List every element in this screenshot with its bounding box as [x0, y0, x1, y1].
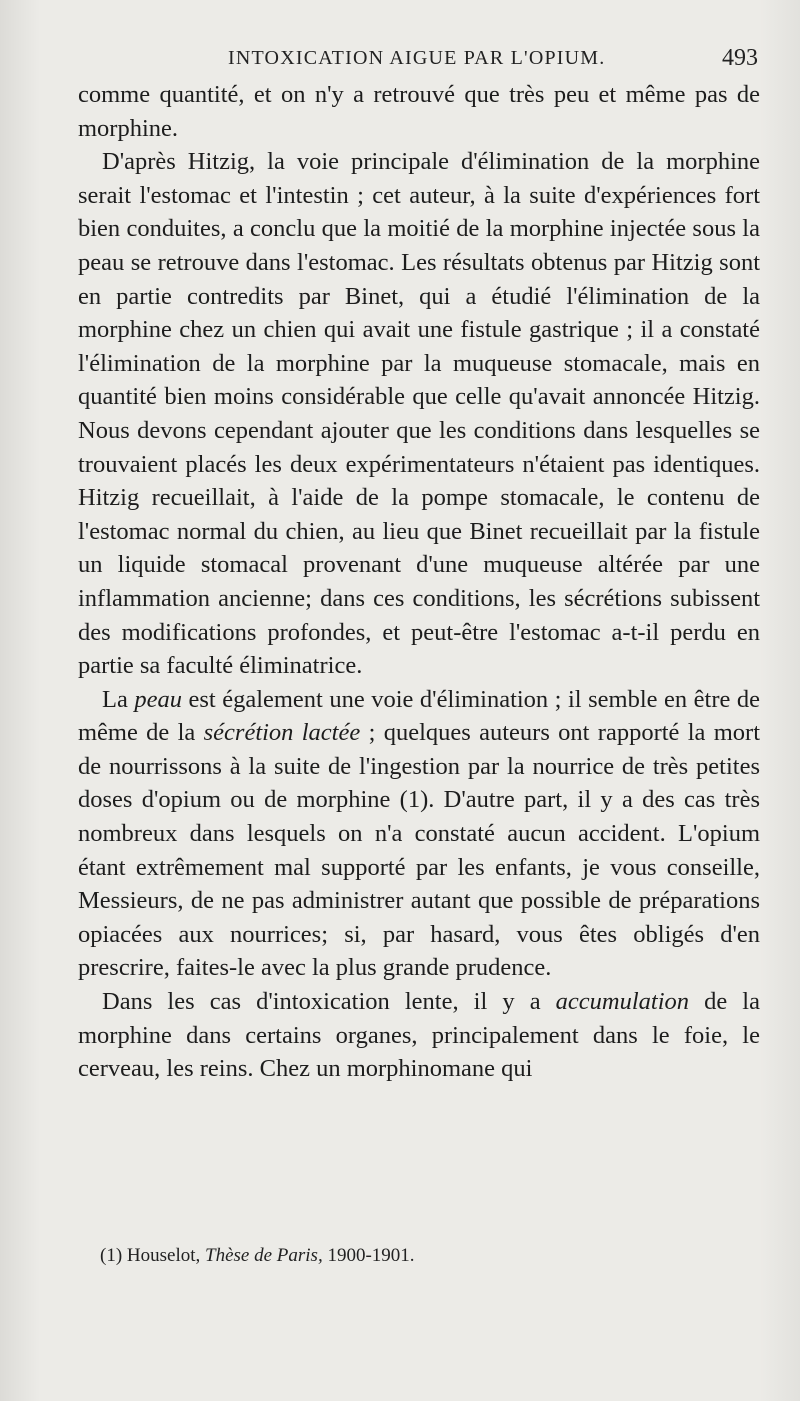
running-head [78, 40, 758, 76]
emphasis-secretion-lactee: sécrétion lactée [203, 719, 361, 747]
footnote-title: Thèse de Paris, [205, 1245, 323, 1266]
emphasis-peau: peau [134, 685, 182, 713]
running-title: INTOXICATION AIGUE PAR L'OPIUM. [228, 47, 606, 69]
footnote [100, 1242, 415, 1270]
paragraph-peau [78, 683, 760, 985]
text-run: La [102, 685, 135, 713]
page-number: 493 [722, 45, 758, 71]
footnote-rest: 1900-1901. [322, 1245, 415, 1266]
paragraph-continued: comme quantité, et on n'y a retrouvé que très peu et même pas de morphine. [78, 81, 760, 142]
footnote-marker: (1) Houselot, [100, 1245, 206, 1266]
body-text [78, 78, 760, 1086]
text-run: de la morphine dans certains organes, principalement dans le foie, le cerveau, les reins. Chez un morphinomane qui [78, 988, 760, 1083]
text-run: est également une voie d'élimination ; il semble en être de même de la [78, 685, 760, 747]
text-run: ; quelques auteurs ont rapporté la mort de nourrissons à la suite de l'ingestion par la nourrice de très petites doses d'opium ou de morphine (1). D'autre part, il y a des cas très nombreux dans lesquels on n'a constaté aucun accident. L'opium étant extrêmement mal supporté par les enfants, je vous conseille, Messieurs, de ne pas administrer autant que possible de préparations opiacées aux nourrices; si, par hasard, vous êtes obligés d'en prescrire, faites-le avec la plus grande prudence. [78, 719, 761, 982]
text-run: Dans les cas d'intoxication lente, il y a [102, 988, 556, 1016]
paragraph-intoxication-lente [78, 985, 760, 1086]
emphasis-accumulation: accumulation [555, 988, 690, 1016]
paragraph-hitzig: D'après Hitzig, la voie principale d'élimination de la morphine serait l'estomac et l'intestin ; cet auteur, à la suite d'expériences fort bien conduites, a conclu que la moitié de la morphine injectée sous la peau se retrouve dans l'estomac. Les résultats obtenus par Hitzig sont en partie contredits par Binet, qui a étudié l'élimination de la morphine chez un chien qui avait une fistule gastrique ; il a constaté l'élimination de la morphine par la muqueuse stomacale, mais en quantité bien moins considérable que celle qu'avait annoncée Hitzig. Nous devons cependant ajouter que les conditions dans lesquelles se trouvaient placés les deux expérimentateurs n'étaient pas identiques. Hitzig recueillait, à l'aide de la pompe stomacale, le contenu de l'estomac normal du chien, au lieu que Binet recueillait par la fistule un liquide stomacal provenant d'une muqueuse altérée par une inflammation ancienne; dans ces conditions, les sécrétions subissent des modifications profondes, et peut-être l'estomac a-t-il perdu en partie sa faculté éliminatrice. [78, 148, 760, 680]
